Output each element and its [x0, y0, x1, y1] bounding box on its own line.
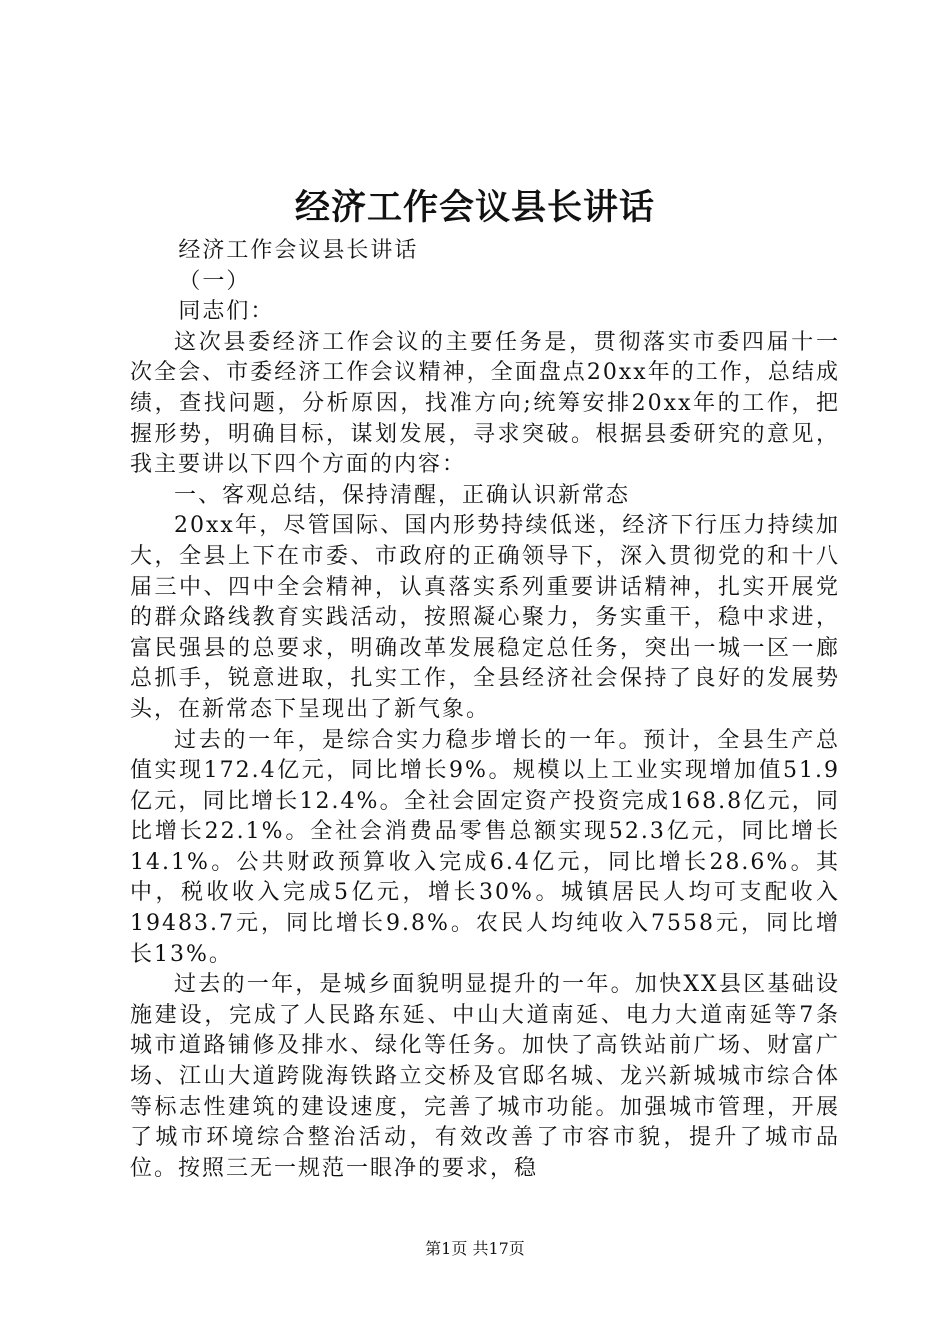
paragraph-subtitle: 经济工作会议县长讲话: [178, 238, 419, 263]
section-heading-1: 一、客观总结，保持清醒，正确认识新常态: [174, 482, 631, 508]
paragraph-intro: 这次县委经济工作会议的主要任务是，贯彻落实市委四届十一次全会、市委经济工作会议精神，全面盘点20xx年的工作，总结成绩，查找问题，分析原因，找准方向;统筹安排20xx年的工作，把握形势，明确目标，谋划发展，寻求突破。根据县委研究的意见，我主要讲以下四个方面的内容：: [130, 329, 840, 478]
paragraph-section-number: （一）: [178, 268, 251, 294]
paragraph-economic-growth: 过去的一年，是综合实力稳步增长的一年。预计，全县生产总值实现172.4亿元，同比增长9%。规模以上工业实现增加值51.9亿元，同比增长12.4%。全社会固定资产投资完成168.8亿元，同比增长22.1%。全社会消费品零售总额实现52.3亿元，同比增长14.1%。公共财政预算收入完成6.4亿元，同比增长28.6%。其中，税收收入完成5亿元，增长30%。城镇居民人均可支配收入19483.7元，同比增长9.8%。农民人均纯收入7558元，同比增长13%。: [130, 727, 840, 967]
paragraph-urban-development: 过去的一年，是城乡面貌明显提升的一年。加快XX县区基础设施建设，完成了人民路东延、中山大道南延、电力大道南延等7条城市道路铺修及排水、绿化等任务。加快了高铁站前广场、财富广场、江山大道跨陇海铁路立交桥及官邸名城、龙兴新城城市综合体等标志性建筑的建设速度，完善了城市功能。加强城市管理，开展了城市环境综合整治活动，有效改善了市容市貌，提升了城市品位。按照三无一规范一眼净的要求，稳: [130, 972, 840, 1181]
document-body: [130, 236, 840, 1184]
page-footer: 第1页 共17页: [425, 1239, 525, 1258]
paragraph-salutation: 同志们：: [178, 299, 275, 325]
paragraph-overview: 20xx年，尽管国际、国内形势持续低迷，经济下行压力持续加大，全县上下在市委、市政府的正确领导下，深入贯彻党的和十八届三中、四中全会精神，认真落实系列重要讲话精神，扎实开展党的群众路线教育实践活动，按照凝心聚力，务实重干，稳中求进，富民强县的总要求，明确改革发展稳定总任务，突出一城一区一廊总抓手，锐意进取，扎实工作，全县经济社会保持了良好的发展势头，在新常态下呈现出了新气象。: [130, 513, 840, 722]
document-title: 经济工作会议县长讲话: [294, 187, 655, 228]
